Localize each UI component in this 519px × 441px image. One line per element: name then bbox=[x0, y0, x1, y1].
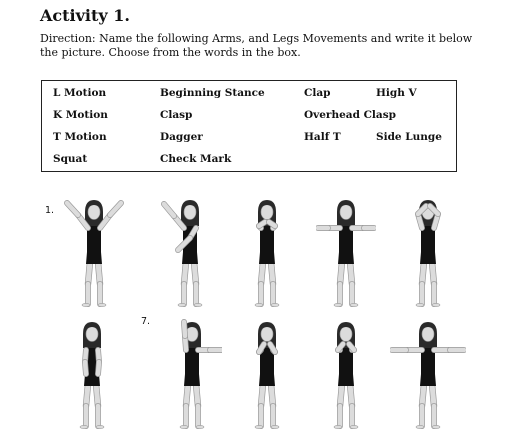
word-overhead-clasp: Overhead Clasp bbox=[304, 109, 396, 121]
left-foot bbox=[255, 303, 263, 306]
word-clap: Clap bbox=[304, 87, 331, 99]
right-foot bbox=[432, 425, 440, 428]
face bbox=[422, 327, 434, 342]
leotard bbox=[259, 226, 275, 264]
figure-3 bbox=[237, 198, 297, 310]
left-foot bbox=[178, 303, 186, 306]
left-leg bbox=[88, 262, 90, 284]
left-leg bbox=[261, 262, 263, 284]
figure-5 bbox=[398, 198, 458, 310]
right-leg bbox=[350, 384, 352, 406]
right-leg bbox=[432, 262, 434, 284]
left-foot bbox=[180, 425, 188, 428]
right-foot bbox=[271, 425, 279, 428]
right-leg bbox=[271, 262, 273, 284]
word-l-motion: L Motion bbox=[53, 87, 107, 99]
right-foot bbox=[196, 425, 204, 428]
right-foot bbox=[194, 303, 202, 306]
right-foot bbox=[350, 303, 358, 306]
word-box bbox=[41, 80, 457, 172]
leotard bbox=[184, 348, 200, 386]
left-foot bbox=[416, 303, 424, 306]
face bbox=[86, 327, 98, 342]
right-leg bbox=[350, 262, 352, 284]
word-half-t: Half T bbox=[304, 131, 341, 143]
leotard bbox=[86, 226, 102, 264]
figure-2 bbox=[160, 198, 220, 310]
right-foot bbox=[350, 425, 358, 428]
right-leg bbox=[271, 384, 273, 406]
figure-number-1: 1. bbox=[45, 205, 55, 216]
word-squat: Squat bbox=[53, 153, 88, 165]
left-foot bbox=[334, 425, 342, 428]
right-foot bbox=[271, 303, 279, 306]
left-foot bbox=[334, 303, 342, 306]
left-leg bbox=[86, 384, 88, 406]
leotard bbox=[420, 348, 436, 386]
figure-4 bbox=[316, 198, 376, 310]
left-leg bbox=[184, 262, 186, 284]
left-arm bbox=[184, 322, 185, 336]
right-leg bbox=[196, 384, 198, 406]
left-foot bbox=[82, 303, 90, 306]
face bbox=[88, 205, 100, 220]
left-foot bbox=[255, 425, 263, 428]
word-dagger: Dagger bbox=[160, 131, 203, 143]
word-clasp: Clasp bbox=[160, 109, 193, 121]
face bbox=[340, 327, 352, 342]
left-leg bbox=[340, 262, 342, 284]
left-leg bbox=[422, 262, 424, 284]
word-high-v: High V bbox=[376, 87, 417, 99]
right-arm bbox=[98, 362, 99, 374]
figure-7 bbox=[162, 316, 222, 432]
activity-title: Activity 1. bbox=[40, 6, 130, 25]
right-leg bbox=[96, 384, 98, 406]
right-leg bbox=[194, 262, 196, 284]
figure-8 bbox=[237, 320, 297, 432]
left-leg bbox=[186, 384, 188, 406]
figure-6 bbox=[62, 320, 122, 432]
left-foot bbox=[416, 425, 424, 428]
right-leg bbox=[98, 262, 100, 284]
right-foot bbox=[96, 425, 104, 428]
figure-1 bbox=[64, 198, 124, 310]
right-foot bbox=[98, 303, 106, 306]
face bbox=[261, 327, 273, 342]
right-leg bbox=[432, 384, 434, 406]
left-leg bbox=[340, 384, 342, 406]
left-leg bbox=[261, 384, 263, 406]
leotard bbox=[338, 226, 354, 264]
word-t-motion: T Motion bbox=[53, 131, 107, 143]
word-side-lunge: Side Lunge bbox=[376, 131, 442, 143]
left-leg bbox=[422, 384, 424, 406]
face bbox=[261, 205, 273, 220]
figure-10 bbox=[390, 320, 466, 432]
face bbox=[340, 205, 352, 220]
direction-text: Direction: Name the following Arms, and Legs Movements and write it below the picture. Choose from the words in the box. bbox=[40, 32, 473, 59]
left-foot bbox=[80, 425, 88, 428]
leotard bbox=[338, 348, 354, 386]
right-foot bbox=[432, 303, 440, 306]
word-beginning-stance: Beginning Stance bbox=[160, 87, 265, 99]
face bbox=[184, 205, 196, 220]
figure-9 bbox=[316, 320, 376, 432]
word-check-mark: Check Mark bbox=[160, 153, 232, 165]
figure-number-7: 7. bbox=[141, 316, 151, 327]
leotard bbox=[420, 226, 436, 264]
left-arm bbox=[85, 362, 86, 374]
word-k-motion: K Motion bbox=[53, 109, 108, 121]
